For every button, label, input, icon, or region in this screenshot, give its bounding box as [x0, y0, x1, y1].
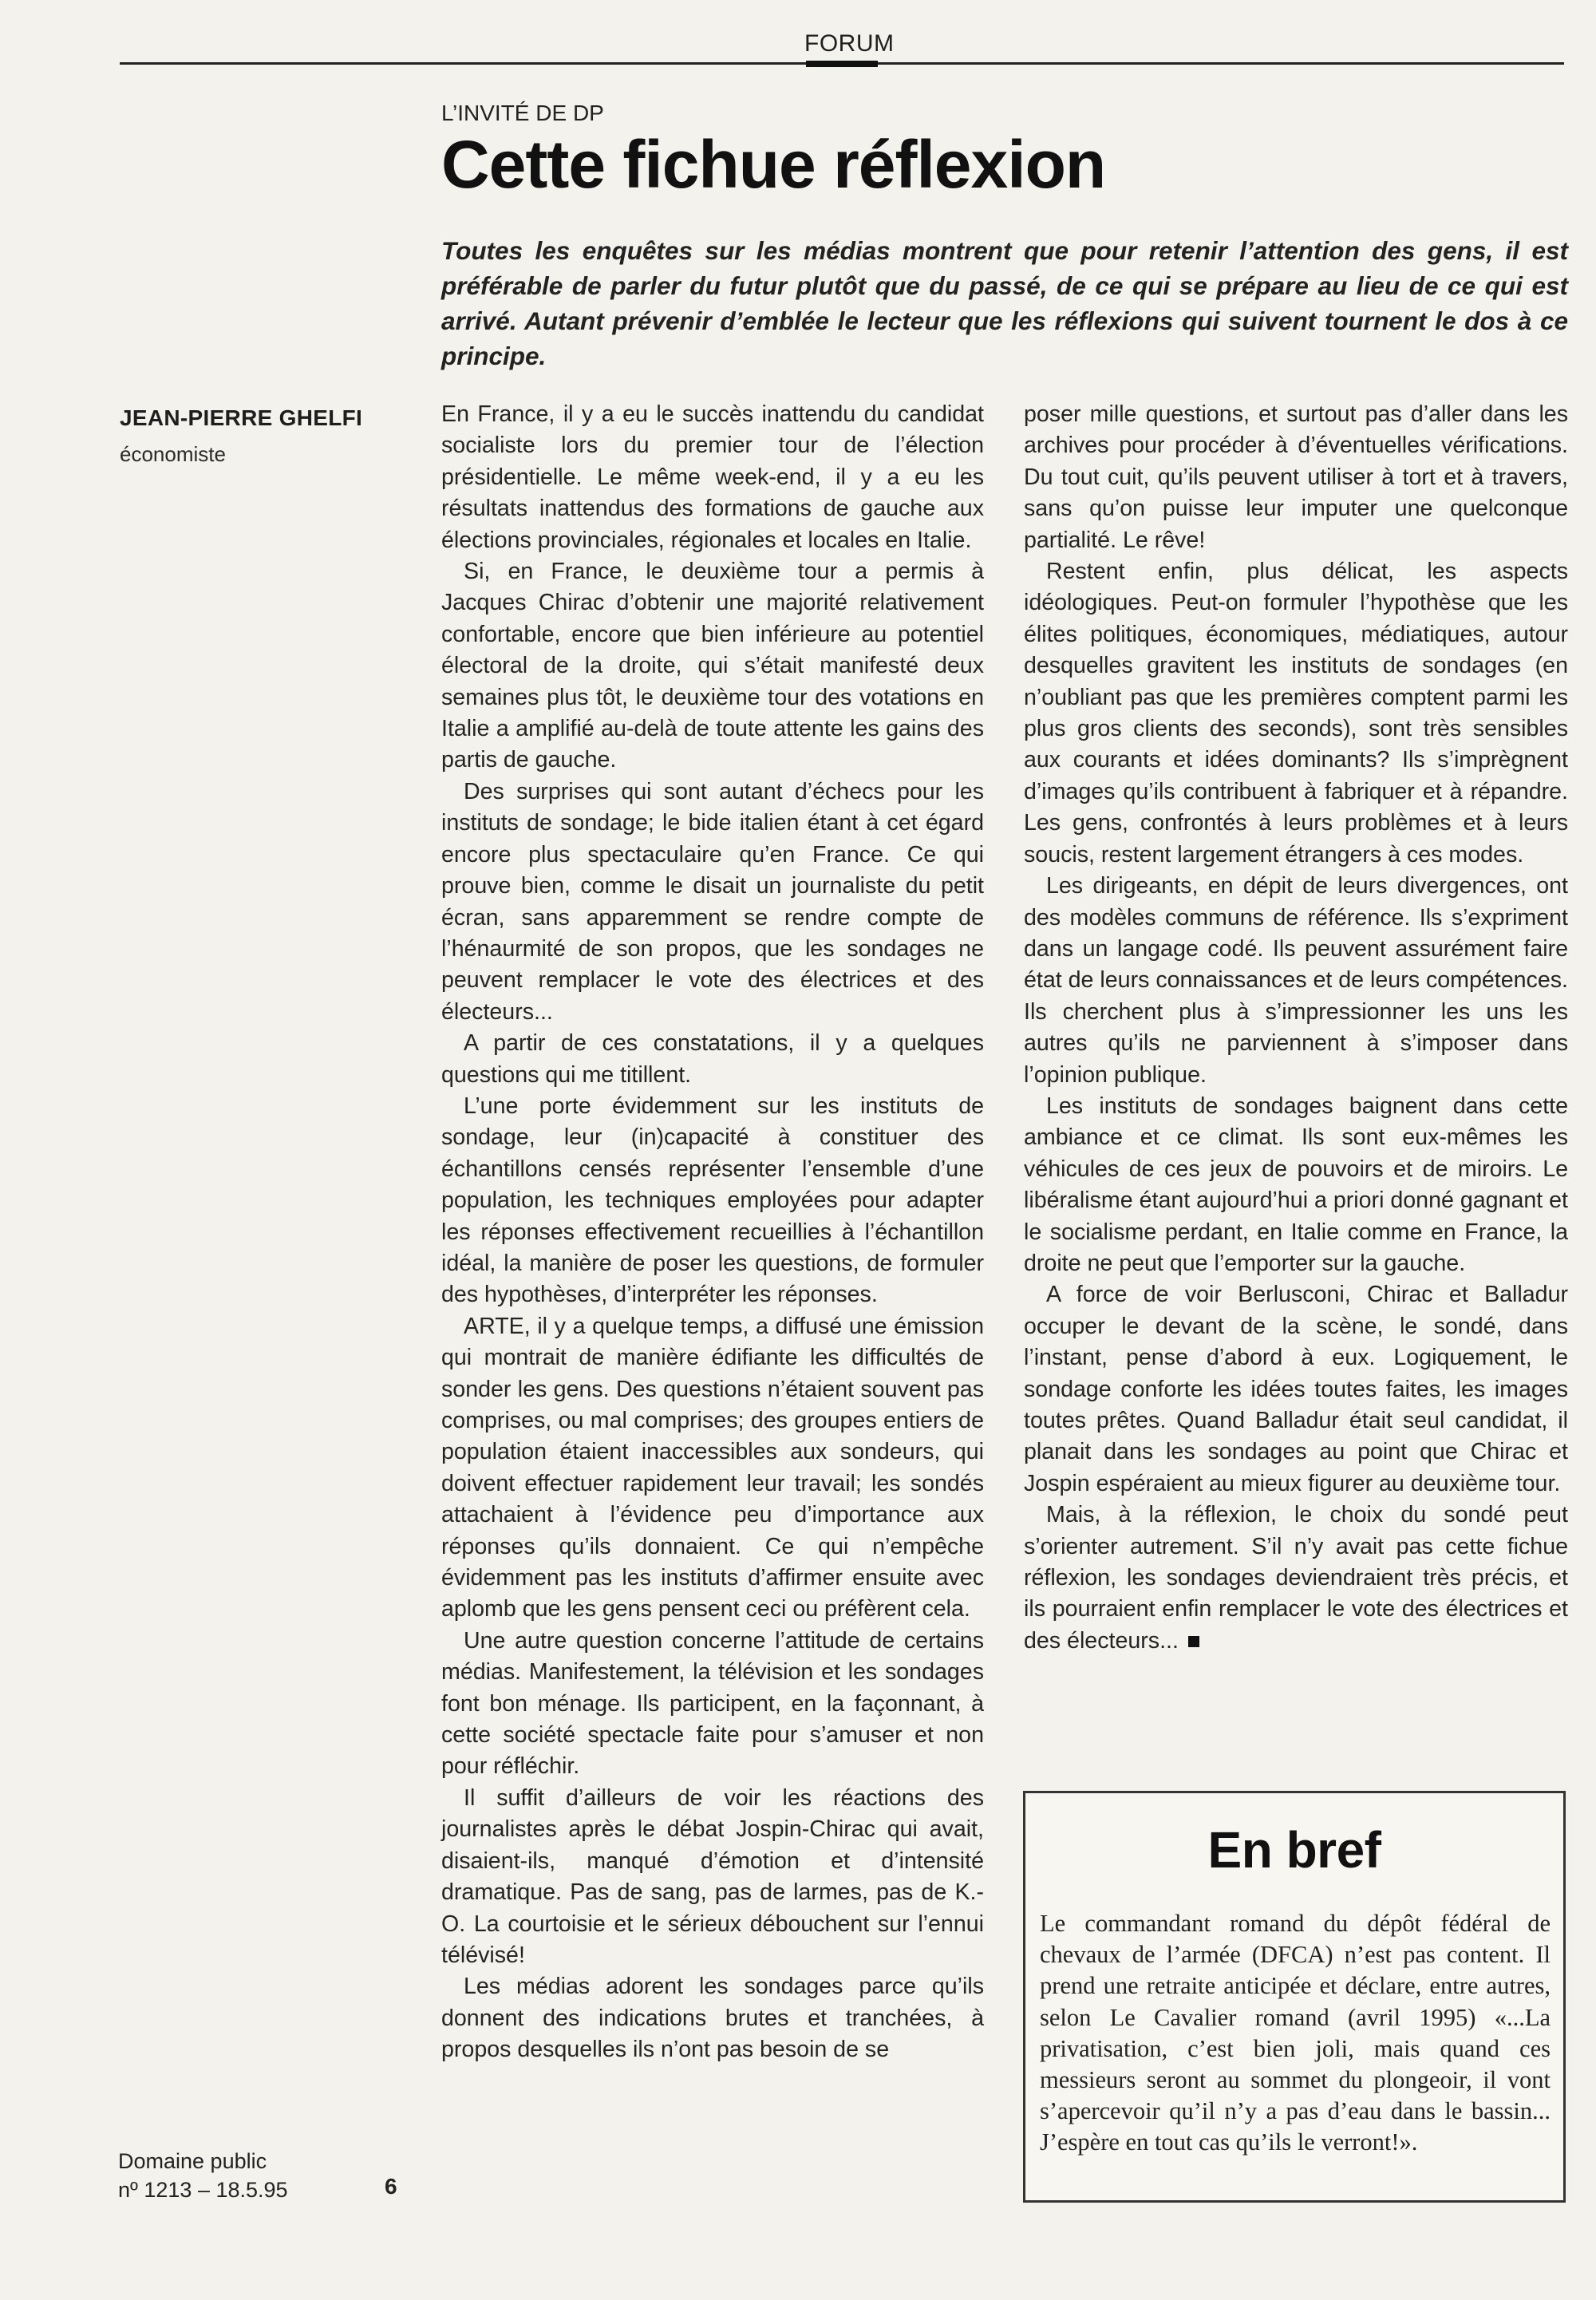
article-paragraph: Les médias adorent les sondages parce qu’ils donnent des indications brutes et tranchées, à propos desquelles ils n’ont pas besoin de se: [441, 1974, 984, 2063]
article-paragraph: A force de voir Berlusconi, Chirac et Balladur occuper le devant de la scène, le sondé, dans l’instant, pense d’abord à eux. Logiquement, le sondage conforte les idées toutes faites, les images toutes prêtes. Quand Balladur était seul candidat, il planait dans les sondages au point que Chirac et Jospin espéraient au mieux figurer au deuxième tour.: [1024, 1282, 1568, 1496]
article-paragraph: Restent enfin, plus délicat, les aspects idéologiques. Peut-on formuler l’hypothèse que les élites politiques, économiques, médiatiques, autour desquelles gravitent les instituts de sondages (en n’oubliant pas que les premières comptent parmi les plus gros clients des seconds), sont très sensibles aux courants et idées dominants? Ils s’imprègnent d’images qu’ils contribuent à fabriquer et à répandre. Les gens, confrontés à leurs problèmes et à leurs soucis, restent largement étrangers à ces modes.: [1024, 559, 1568, 867]
article-paragraph: L’une porte évidemment sur les instituts de sondage, leur (in)capacité à constituer des échantillons censés représenter l’ensemble d’une population, les techniques employées pour adapter les réponses effectivement recueillies à l’échantillon idéal, la manière de poser les questions, de formuler des hypothèses, d’interpréter les réponses.: [441, 1093, 984, 1308]
issue-info: nº 1213 – 18.5.95: [118, 2178, 288, 2202]
publication-name: Domaine public: [118, 2149, 267, 2173]
article-paragraph: Si, en France, le deuxième tour a permis à Jacques Chirac d’obtenir une majorité relativement confortable, encore que bien inférieure au potentiel électoral de la droite, qui s’était manifesté deux semaines plus tôt, le deuxième tour des votations en Italie a amplifié au-delà de toute attente les gains des partis de gauche.: [441, 559, 984, 773]
byline: [120, 405, 383, 467]
header-rule-accent: [806, 61, 878, 67]
kicker: L’INVITÉ DE DP: [441, 101, 604, 125]
publication-info: [118, 2147, 288, 2204]
article-lede: Toutes les enquêtes sur les médias montrent que pour retenir l’attention des gens, il est préférable de parler du futur plutôt que du passé, de ce qui se prépare au lieu de ce qui est arrivé. Autant prévenir d’emblée le lecteur que les réflexions qui suivent tournent le dos à ce principe.: [441, 236, 1568, 370]
author-role: économiste: [120, 442, 226, 466]
article-paragraph: Des surprises qui sont autant d’échecs pour les instituts de sondage; le bide italien étant à cet égard encore plus spectaculaire qu’en France. Ce qui prouve bien, comme le disait un journaliste du petit écran, sans apparemment se rendre compte de l’hénaurmité de son propos, que les sondages ne peuvent remplacer le vote des électrices et des électeurs...: [441, 778, 984, 1025]
article-paragraph: En France, il y a eu le succès inattendu du candidat socialiste lors du premier tour de l’élection présidentielle. Le même week-end, il y a eu les résultats inattendus des formations de gauche aux élections provinciales, régionales et locales en Italie.: [441, 401, 984, 553]
page-number: 6: [385, 2174, 397, 2199]
article-title: Cette fichue réflexion: [441, 127, 1106, 202]
final-paragraph-text: Mais, à la réflexion, le choix du sondé peut s’orienter autrement. S’il n’y avait pas cette fichue réflexion, les sondages deviendraient très précis, et ils pourraient enfin remplacer le vote des électrices et des électeurs...: [1024, 1502, 1568, 1654]
en-bref-title: En bref: [1207, 1821, 1381, 1879]
article-column-left: [441, 399, 984, 2066]
article-paragraph: ARTE, il y a quelque temps, a diffusé une émission qui montrait de manière édifiante les difficultés de sonder les gens. Des questions n’étaient souvent pas comprises, ou mal comprises; des groupes entiers de population étaient inaccessibles aux sondeurs, qui doivent effectuer rapidement leur travail; les sondés attachaient à l’évidence peu d’importance aux réponses qu’ils donnaient. Ce qui n’empêche évidemment pas les instituts d’affirmer ensuite avec aplomb que les gens pensent ceci ou préfèrent cela.: [441, 1313, 984, 1622]
article-paragraph: Il suffit d’ailleurs de voir les réactions des journalistes après le débat Jospin-Chirac qui avait, disaient-ils, manqué d’émotion et d’intensité dramatique. Pas de sang, pas de larmes, pas de K.-O. La courtoisie et le sérieux débouchent sur l’ennui télévisé!: [441, 1784, 984, 1968]
article-paragraph-final: [1024, 1500, 1568, 1657]
end-of-article-mark: [1188, 1636, 1199, 1647]
article-paragraph: A partir de ces constatations, il y a quelques questions qui me titillent.: [441, 1030, 984, 1088]
en-bref-text: Le commandant romand du dépôt fédéral de chevaux de l’armée (DFCA) n’est pas content. Il prend une retraite anticipée et déclare, entre autres, selon Le Cavalier romand (avril 1995) «...La privatisation, c’est bien joli, mais quand ces messieurs seront au sommet du plongeoir, il vont s’apercevoir qu’il n’y a pas d’eau dans le bassin... J’espère en tout cas qu’ils le verront!».: [1040, 1910, 1551, 2156]
article-paragraph: Une autre question concerne l’attitude de certains médias. Manifestement, la télévision et les sondages font bon ménage. Ils participent, en la façonnant, à cette société spectacle faite pour s’amuser et non pour réfléchir.: [441, 1627, 984, 1780]
section-label: FORUM: [804, 30, 895, 57]
en-bref-box: [1023, 1791, 1566, 2203]
author-name: JEAN-PIERRE GHELFI: [120, 405, 363, 430]
article-paragraph: Les dirigeants, en dépit de leurs divergences, ont des modèles communs de référence. Ils s’expriment dans un langage codé. Ils peuvent assurément faire état de leurs connaissances et de leurs compétences. Ils cherchent plus à s’impressionner les uns les autres qu’ils ne parviennent à s’imposer dans l’opinion publique.: [1024, 873, 1568, 1088]
article-paragraph: Les instituts de sondages baignent dans cette ambiance et ce climat. Ils sont eux-mêmes les véhicules de ces jeux de pouvoirs et de miroirs. Le libéralisme étant aujourd’hui a priori donné gagnant et le socialisme perdant, en Italie comme en France, la droite ne peut que l’emporter sur la gauche.: [1024, 1093, 1568, 1276]
article-column-right: [1024, 399, 1568, 1657]
article-paragraph: poser mille questions, et surtout pas d’aller dans les archives pour procéder à d’éventuelles vérifications. Du tout cuit, qu’ils peuvent utiliser à tort et à travers, sans qu’on puisse leur imputer une quelconque partialité. Le rêve!: [1024, 401, 1568, 553]
